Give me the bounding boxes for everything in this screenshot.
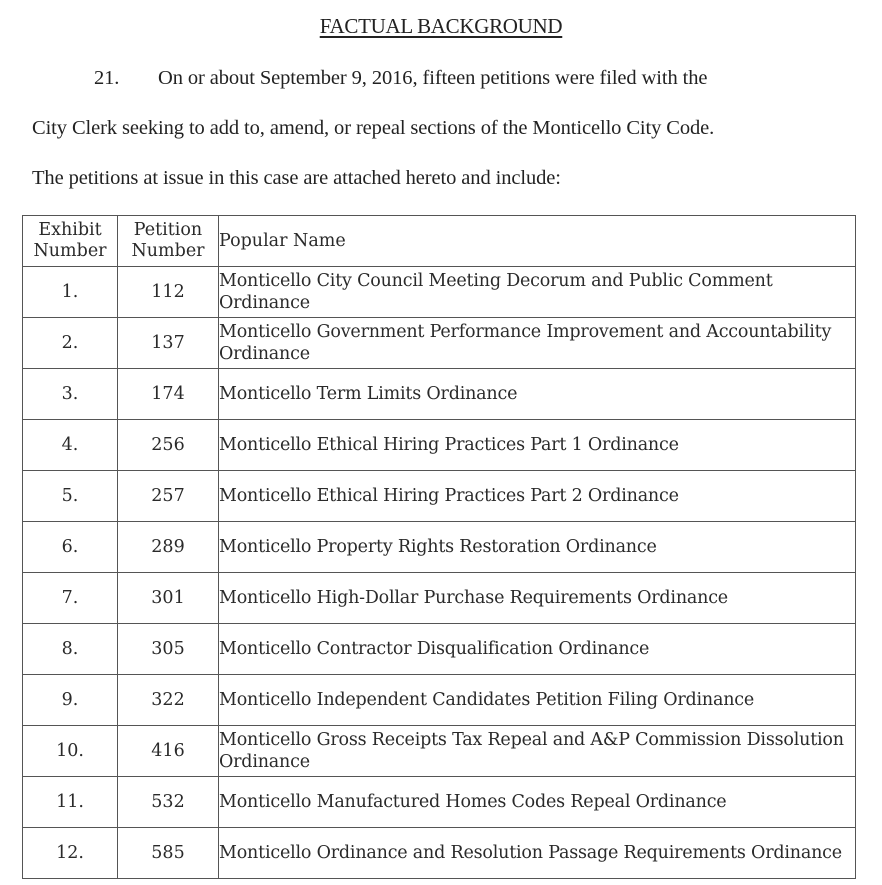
header-petition-number (118, 216, 219, 267)
popular-name-cell: Monticello Ethical Hiring Practices Part 1 Ordinance (219, 420, 856, 471)
popular-name-cell: Monticello Gross Receipts Tax Repeal and A&P Commission Dissolution Ordinance (219, 726, 856, 777)
section-heading-text: FACTUAL BACKGROUND (319, 14, 563, 38)
petition-number-cell: 585 (118, 828, 219, 879)
exhibit-number-cell: 3. (23, 369, 118, 420)
table-row (23, 624, 856, 675)
table-row (23, 471, 856, 522)
petition-number-cell: 416 (118, 726, 219, 777)
petition-number-cell: 289 (118, 522, 219, 573)
table-header-row (23, 216, 856, 267)
popular-name-cell: Monticello Independent Candidates Petition Filing Ordinance (219, 675, 856, 726)
popular-name-cell: Monticello Contractor Disqualification Ordinance (219, 624, 856, 675)
header-exhibit-number (23, 216, 118, 267)
table-row (23, 420, 856, 471)
popular-name-cell: Monticello Ordinance and Resolution Passage Requirements Ordinance (219, 828, 856, 879)
popular-name-cell: Monticello Property Rights Restoration Ordinance (219, 522, 856, 573)
petition-number-cell: 305 (118, 624, 219, 675)
header-petition-line2: Number (131, 241, 205, 261)
exhibit-number-cell: 1. (23, 267, 118, 318)
exhibit-number-cell: 9. (23, 675, 118, 726)
petition-number-cell: 256 (118, 420, 219, 471)
table-row (23, 318, 856, 369)
popular-name-cell: Monticello Manufactured Homes Codes Repeal Ordinance (219, 777, 856, 828)
table-row (23, 726, 856, 777)
paragraph-text-1: On or about September 9, 2016, fifteen petitions were filed with the (158, 67, 708, 89)
header-petition-line1: Petition (133, 220, 203, 240)
petition-number-cell: 137 (118, 318, 219, 369)
table-row (23, 675, 856, 726)
paragraph-number: 21. (94, 67, 120, 89)
exhibit-number-cell: 4. (23, 420, 118, 471)
popular-name-cell: Monticello City Council Meeting Decorum and Public Comment Ordinance (219, 267, 856, 318)
exhibit-number-cell: 12. (23, 828, 118, 879)
table-row (23, 267, 856, 318)
petition-number-cell: 322 (118, 675, 219, 726)
exhibit-number-cell: 8. (23, 624, 118, 675)
exhibit-number-cell: 11. (23, 777, 118, 828)
header-exhibit-line2: Number (33, 241, 107, 261)
table-row (23, 573, 856, 624)
exhibit-number-cell: 2. (23, 318, 118, 369)
popular-name-cell: Monticello Term Limits Ordinance (219, 369, 856, 420)
petition-number-cell: 112 (118, 267, 219, 318)
header-exhibit-line1: Exhibit (38, 220, 102, 240)
table-body (23, 267, 856, 879)
exhibit-number-cell: 6. (23, 522, 118, 573)
table-row (23, 828, 856, 879)
exhibit-number-cell: 7. (23, 573, 118, 624)
table-row (23, 369, 856, 420)
petition-number-cell: 174 (118, 369, 219, 420)
table-row (23, 522, 856, 573)
petition-number-cell: 301 (118, 573, 219, 624)
paragraph-line-1 (94, 67, 707, 90)
exhibit-number-cell: 10. (23, 726, 118, 777)
petition-number-cell: 257 (118, 471, 219, 522)
petitions-table (22, 215, 856, 879)
petition-number-cell: 532 (118, 777, 219, 828)
paragraph-line-2: City Clerk seeking to add to, amend, or repeal sections of the Monticello City Code. (32, 117, 715, 139)
popular-name-cell: Monticello High-Dollar Purchase Requirements Ordinance (219, 573, 856, 624)
table-row (23, 777, 856, 828)
paragraph-line-3: The petitions at issue in this case are attached hereto and include: (32, 167, 561, 189)
exhibit-number-cell: 5. (23, 471, 118, 522)
header-popular-name: Popular Name (219, 216, 856, 267)
popular-name-cell: Monticello Government Performance Improvement and Accountability Ordinance (219, 318, 856, 369)
popular-name-cell: Monticello Ethical Hiring Practices Part 2 Ordinance (219, 471, 856, 522)
section-heading (0, 14, 882, 39)
